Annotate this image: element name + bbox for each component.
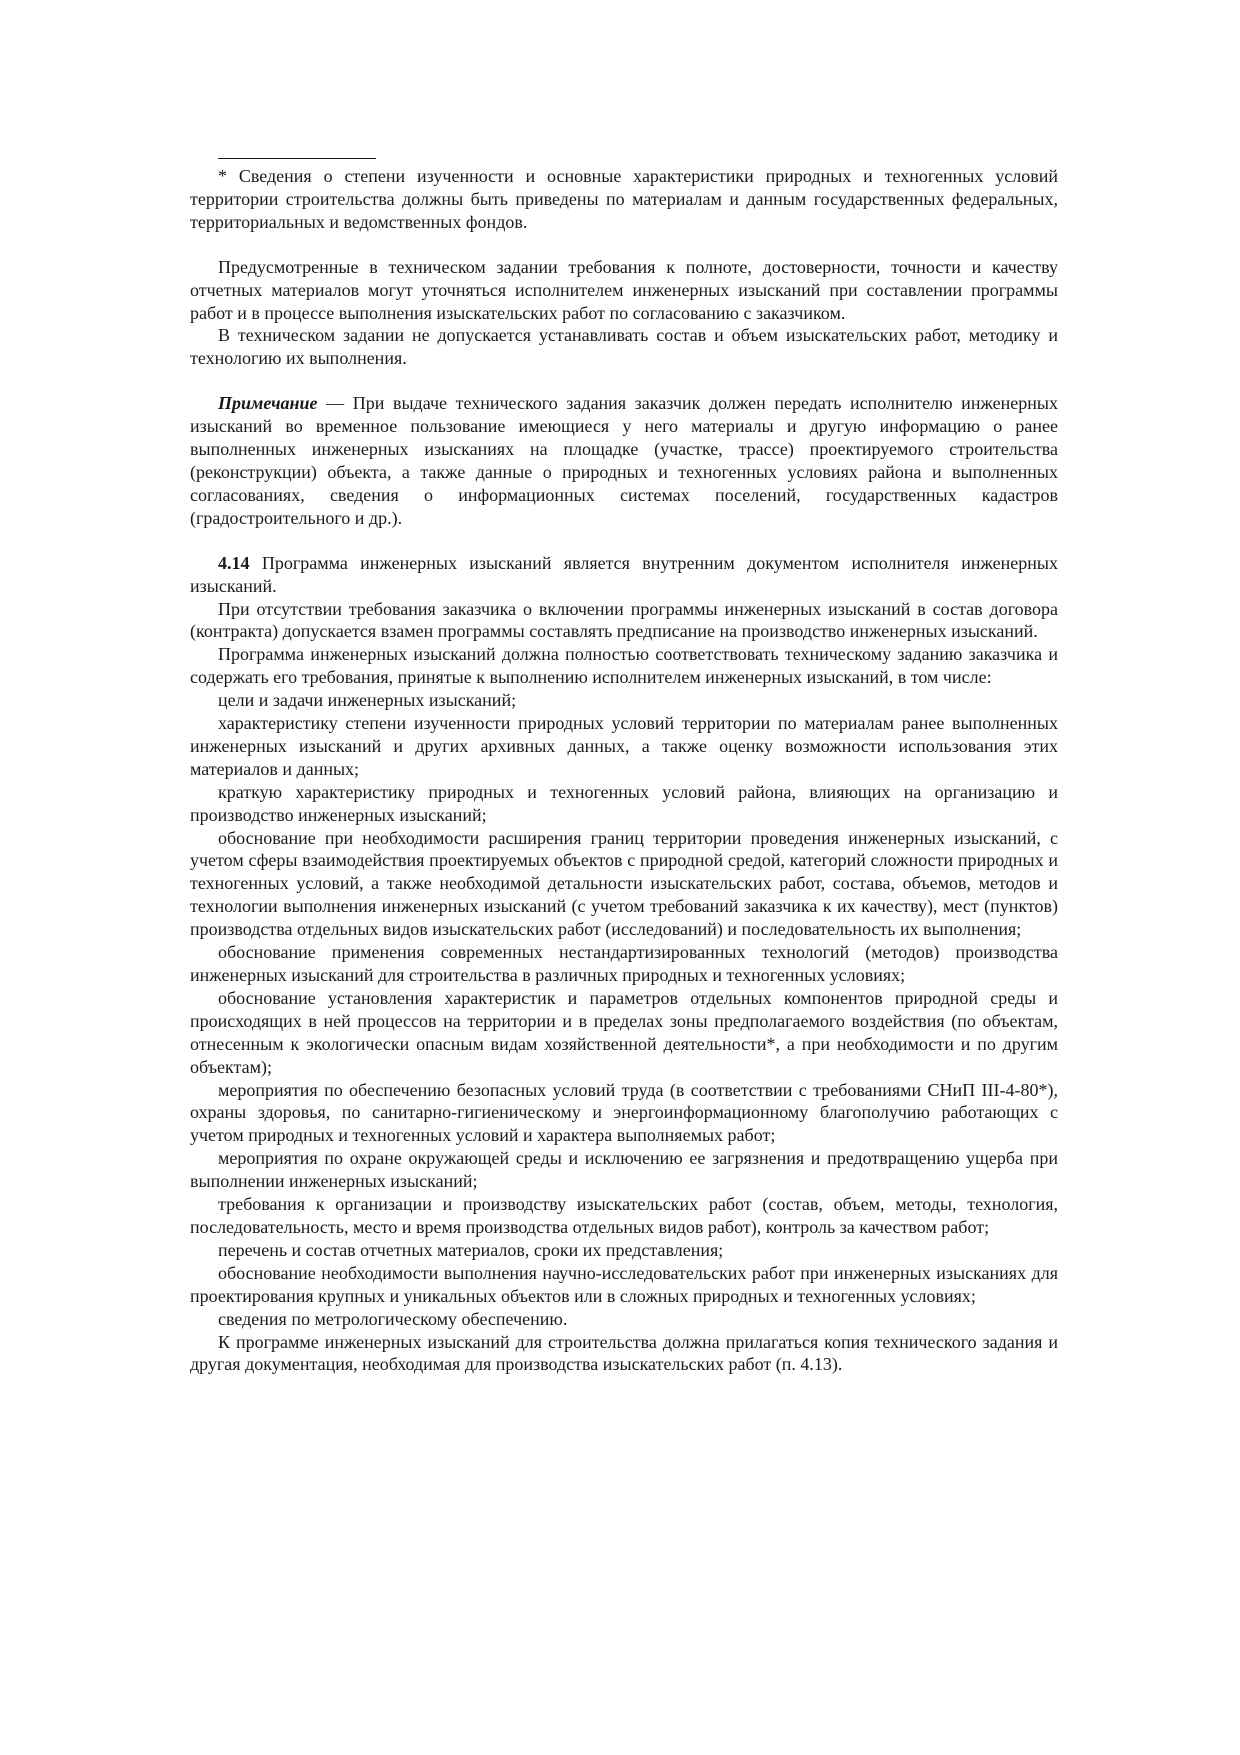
note-text: — При выдаче технического задания заказчик должен передать исполнителю инженерных изысканий во временное пользование имеющиеся у него материалы и другую информацию о ранее выполненных инженерных изысканиях на площадке (участке, трассе) проектируемого строительства (реконструкции) объекта, а также данные о природных и техногенных условиях района и выполненных согласованиях, сведения о информационных системах поселений, государственных кадастров (градостроительного и др.).	[190, 393, 1058, 528]
list-item: требования к организации и производству изыскательских работ (состав, объем, методы, технология, последовательность, место и время производства отдельных видов работ), контроль за качеством работ;	[190, 1194, 1058, 1237]
list-item: характеристику степени изученности природных условий территории по материалам ранее выполненных инженерных изысканий и других архивных данных, а также оценку возможности использования этих материалов и данных;	[190, 713, 1058, 779]
list-item: сведения по метрологическому обеспечению.	[218, 1308, 568, 1329]
list-item: перечень и состав отчетных материалов, сроки их представления;	[218, 1239, 724, 1260]
paragraph-requirements: Предусмотренные в техническом задании требования к полноте, достоверности, точности и качеству отчетных материалов могут уточняться исполнителем инженерных изысканий при составлении программы работ и в процессе выполнения изыскательских работ по согласованию с заказчиком.	[190, 256, 1058, 323]
list-item: обоснование необходимости выполнения научно-исследовательских работ при инженерных изысканиях для проектирования крупных и уникальных объектов или в сложных природных и техногенных условиях;	[190, 1262, 1058, 1306]
note-label: Примечание	[218, 393, 318, 414]
body-paragraph: При отсутствии требования заказчика о включении программы инженерных изысканий в состав договора (контракта) допускается взамен программы составлять предписание на производство инженерных изысканий.	[190, 598, 1058, 642]
spacer	[190, 530, 1058, 552]
spacer	[190, 234, 1058, 256]
section-text: Программа инженерных изысканий является внутренним документом исполнителя инженерных изысканий.	[190, 552, 1058, 596]
footnote-separator	[218, 158, 376, 159]
section-number: 4.14	[218, 552, 250, 573]
paragraph-prohibition: В техническом задании не допускается устанавливать состав и объем изыскательских работ, методику и технологию их выполнения.	[190, 325, 1058, 369]
document-page	[190, 158, 1058, 1376]
spacer	[190, 370, 1058, 392]
list-item: мероприятия по охране окружающей среды и исключению ее загрязнения и предотвращению ущерба при выполнении инженерных изысканий;	[190, 1148, 1058, 1192]
list-item: обоснование установления характеристик и параметров отдельных компонентов природной среды и происходящих в ней процессов на территории и в пределах зоны предполагаемого воздействия (по объектам, отнесенным к экологически опасным видам хозяйственной деятельности*, а при необходимости и по другим объектам);	[190, 987, 1058, 1077]
footnote: * Сведения о степени изученности и основные характеристики природных и техногенных условий территории строительства должны быть приведены по материалам и данным государственных федеральных, территориальных и ведомственных фондов.	[190, 166, 1058, 232]
list-item: мероприятия по обеспечению безопасных условий труда (в соответствии с требованиями СНиП III-4-80*), охраны здоровья, по санитарно-гигиеническому и энергоинформационному благополучию работающих с учетом природных и техногенных условий и характера выполняемых работ;	[190, 1079, 1058, 1146]
list-item: цели и задачи инженерных изысканий;	[218, 690, 517, 711]
body-paragraph: Программа инженерных изысканий должна полностью соответствовать техническому заданию заказчика и содержать его требования, принятые к выполнению исполнителем инженерных изысканий, в том числе:	[190, 644, 1058, 688]
note-paragraph	[190, 392, 1058, 529]
list-item: краткую характеристику природных и техногенных условий района, влияющих на организацию и производство инженерных изысканий;	[190, 781, 1058, 825]
list-item: обоснование применения современных нестандартизированных технологий (методов) производства инженерных изысканий для строительства в различных природных и техногенных условиях;	[190, 942, 1058, 985]
body-paragraph: К программе инженерных изысканий для строительства должна прилагаться копия технического задания и другая документация, необходимая для производства изыскательских работ (п. 4.13).	[190, 1331, 1058, 1375]
list-item: обоснование при необходимости расширения границ территории проведения инженерных изысканий, с учетом сферы взаимодействия проектируемых объектов с природной средой, категорий сложности природных и техногенных условий, а также необходимой детальности изыскательских работ, состава, объемов, методов и технологии выполнения инженерных изысканий (с учетом требований заказчика к их качеству), мест (пунктов) производства отдельных видов изыскательских работ (исследований) и последовательность их выполнения;	[190, 827, 1058, 940]
section-heading-paragraph	[190, 552, 1058, 598]
